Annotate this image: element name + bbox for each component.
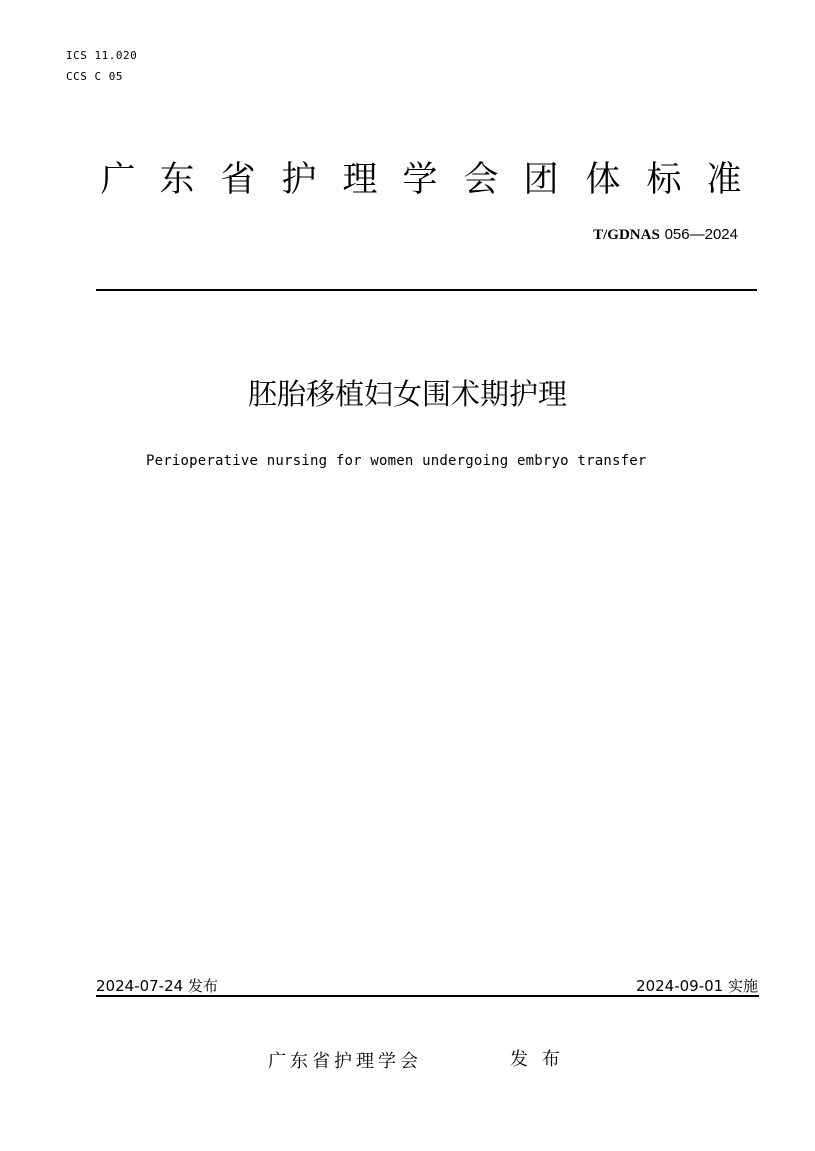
publisher-name: 广东省护理学会 — [268, 1051, 422, 1072]
org-title-char: 团 — [523, 160, 559, 200]
top-divider — [96, 289, 757, 291]
org-title-char: 标 — [646, 160, 682, 200]
org-title-char: 理 — [342, 160, 378, 200]
org-title-char: 体 — [585, 160, 621, 200]
org-title-char: 会 — [463, 160, 499, 200]
org-standard-title — [0, 158, 815, 202]
org-title-char: 准 — [706, 160, 742, 200]
bottom-divider — [96, 995, 759, 997]
standard-number — [593, 225, 738, 244]
document-title-zh: 胚胎移植妇女围术期护理 — [247, 377, 567, 411]
org-title-char: 护 — [281, 160, 317, 200]
standard-code: 056—2024 — [664, 226, 738, 243]
org-title-char: 省 — [220, 160, 256, 200]
ccs-code: CCS C 05 — [66, 70, 123, 83]
org-title-char: 东 — [159, 160, 195, 200]
org-title-char: 广 — [100, 160, 136, 200]
publish-action: 发 布 — [510, 1049, 564, 1070]
implement-date: 2024-09-01 实施 — [636, 977, 758, 995]
standard-prefix: T/GDNAS — [593, 227, 660, 243]
document-title-en: Perioperative nursing for women undergoing embryo transfer — [146, 453, 647, 469]
org-title-char: 学 — [402, 160, 438, 200]
ics-code: ICS 11.020 — [66, 49, 138, 62]
publish-date: 2024-07-24 发布 — [96, 977, 218, 995]
